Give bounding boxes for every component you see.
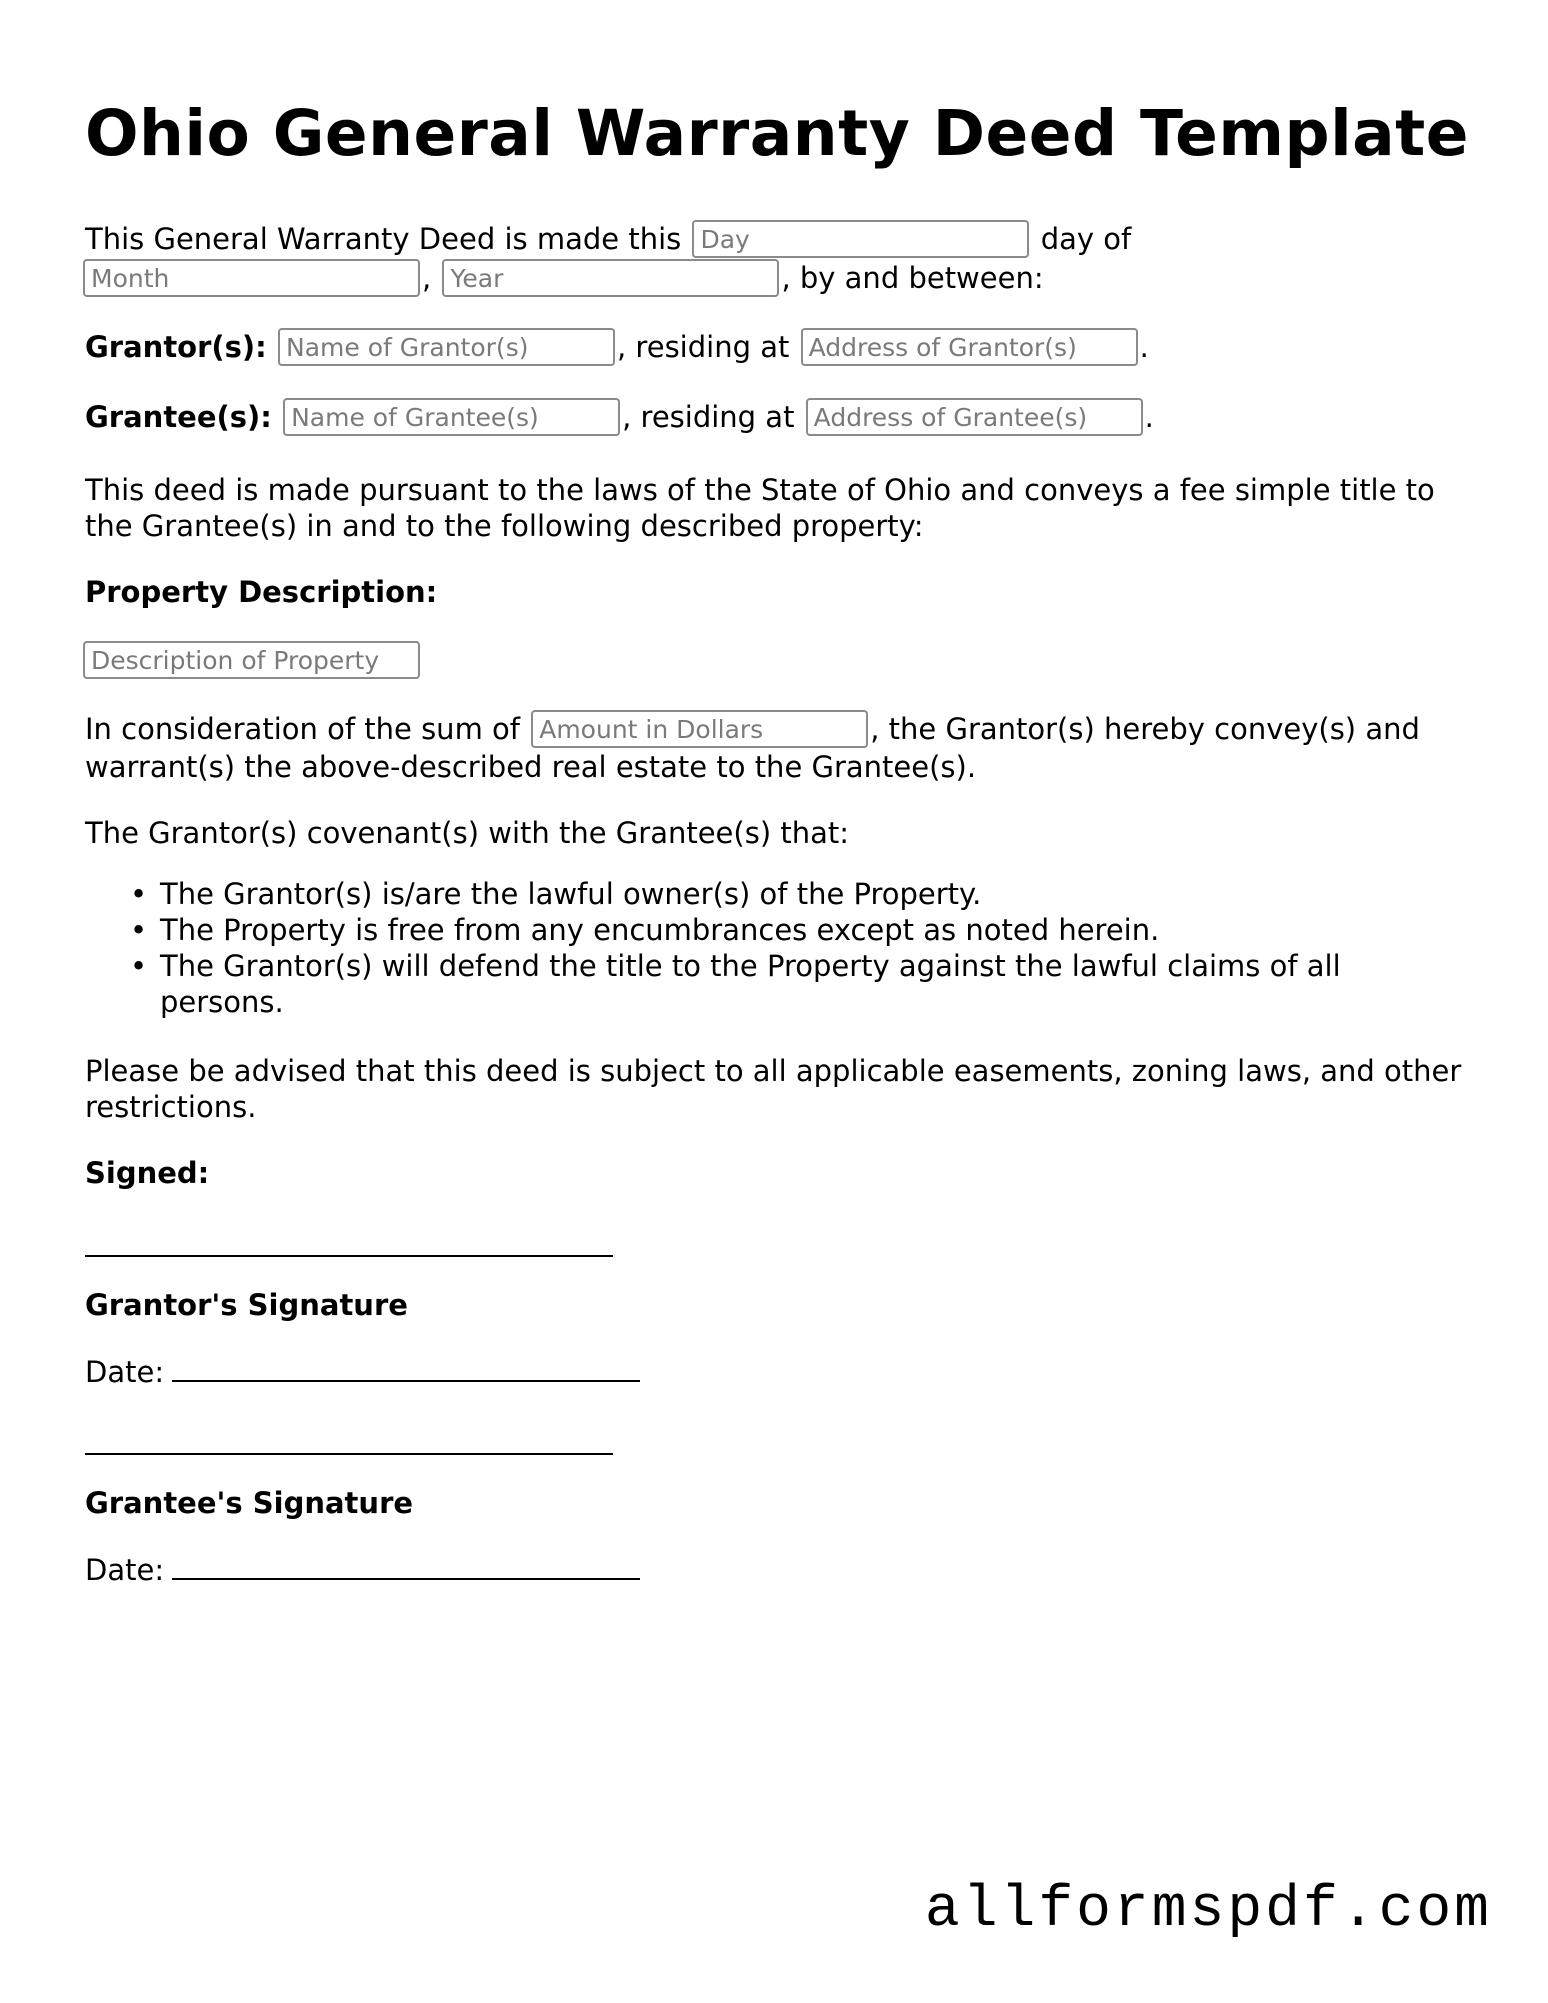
grantor-name-input[interactable] xyxy=(278,328,615,366)
bullet-icon: • xyxy=(130,913,148,947)
pursuant-paragraph: This deed is made pursuant to the laws of the State of Ohio and conveys a fee simple title to the Grantee(s) in and to the following described property: xyxy=(85,473,1435,543)
grantee-signature-line[interactable] xyxy=(85,1453,613,1455)
covenant-text: The Grantor(s) will defend the title to the Property against the lawful claims of all persons. xyxy=(160,949,1341,1019)
grantor-signature-line[interactable] xyxy=(85,1255,613,1257)
covenant-item xyxy=(130,948,1465,1020)
consideration-line-2: warrant(s) the above-described real estate to the Grantee(s). xyxy=(85,750,977,784)
grantee-line xyxy=(85,398,1154,438)
property-description-row xyxy=(83,641,422,681)
property-description-input[interactable] xyxy=(83,641,420,679)
year-input[interactable] xyxy=(442,259,779,297)
grantor-signature-label: Grantor's Signature xyxy=(85,1288,408,1322)
grantee-residing-text: , residing at xyxy=(622,400,795,434)
property-description-heading: Property Description: xyxy=(85,575,438,609)
signed-heading: Signed: xyxy=(85,1156,210,1190)
intro-text-before-day: This General Warranty Deed is made this xyxy=(85,222,682,256)
covenant-intro: The Grantor(s) covenant(s) with the Grantee(s) that: xyxy=(85,816,850,850)
comma-separator: , xyxy=(422,261,432,295)
grantee-name-input[interactable] xyxy=(283,398,620,436)
grantee-date-line[interactable] xyxy=(172,1578,640,1580)
bullet-icon: • xyxy=(130,877,148,911)
consideration-text-after: , the Grantor(s) hereby convey(s) and xyxy=(870,712,1420,746)
month-input[interactable] xyxy=(83,259,420,297)
grantor-label: Grantor(s): xyxy=(85,330,267,364)
day-input[interactable] xyxy=(692,220,1029,258)
intro-text-after-day: day of xyxy=(1040,222,1132,256)
advisory-paragraph: Please be advised that this deed is subject to all applicable easements, zoning laws, and other restrictions. xyxy=(85,1054,1462,1124)
covenant-item xyxy=(130,876,1465,912)
covenant-item xyxy=(130,912,1465,948)
grantee-date-label: Date: xyxy=(85,1553,165,1587)
grantor-address-input[interactable] xyxy=(801,328,1138,366)
covenants-list xyxy=(85,876,1465,1020)
covenant-text: The Grantor(s) is/are the lawful owner(s) of the Property. xyxy=(160,877,982,911)
watermark-logo: allformspdf.com xyxy=(924,1878,1492,1943)
consideration-text-before: In consideration of the sum of xyxy=(85,712,520,746)
intro-text-after-year: , by and between: xyxy=(781,261,1044,295)
bullet-icon: • xyxy=(130,949,148,983)
grantor-residing-text: , residing at xyxy=(617,330,790,364)
grantee-signature-label: Grantee's Signature xyxy=(85,1486,414,1520)
intro-line-2 xyxy=(83,259,1044,299)
covenant-text: The Property is free from any encumbrances except as noted herein. xyxy=(160,913,1160,947)
grantee-address-input[interactable] xyxy=(806,398,1143,436)
grantor-date-row xyxy=(85,1353,640,1391)
intro-line-1 xyxy=(85,220,1131,260)
grantee-date-row xyxy=(85,1551,640,1589)
grantor-line-end: . xyxy=(1139,330,1149,364)
amount-input[interactable] xyxy=(531,710,868,748)
grantee-label: Grantee(s): xyxy=(85,400,272,434)
grantor-date-label: Date: xyxy=(85,1355,165,1389)
grantee-line-end: . xyxy=(1144,400,1154,434)
page-title: Ohio General Warranty Deed Template xyxy=(85,97,1470,170)
grantor-line xyxy=(85,328,1149,368)
consideration-line-1 xyxy=(85,710,1420,750)
grantor-date-line[interactable] xyxy=(172,1380,640,1382)
